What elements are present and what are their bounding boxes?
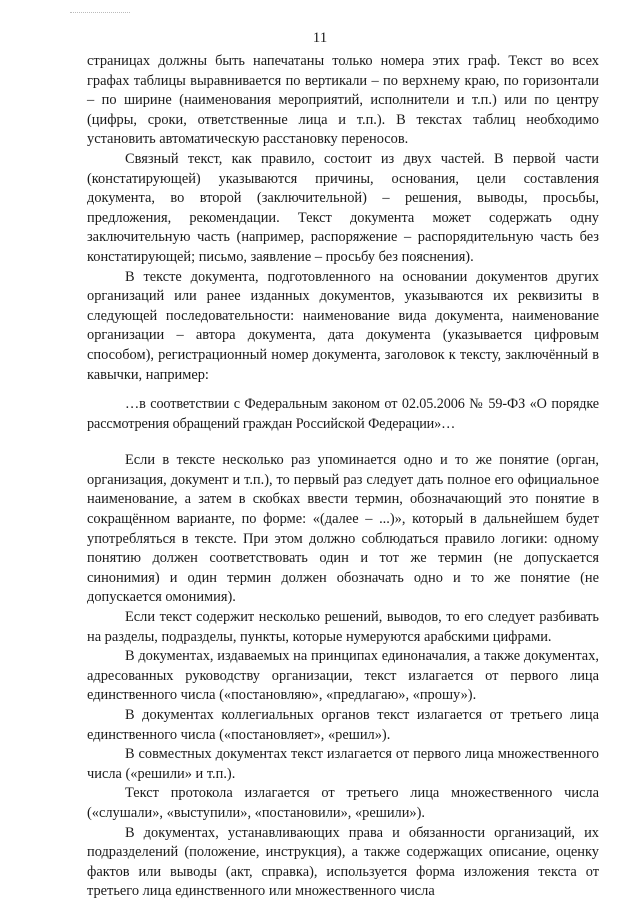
paragraph-repeated-concepts: Если в тексте несколько раз упоминается одно и то же понятие (орган, организация, документ и т.п.), то первый раз следует дать полное его официальное наименование, а затем в скобках ввести термин, обозначающий это понятие в сокращённом варианте, по форме: «(далее – ...)», который в дальнейшем будет употребляться в тексте. При этом должно соблюдаться правило логики: одному понятию должен соответствовать один и тот же термин (не допускается синонимия) и один термин должен обозначать одно и то же понятие (не допускается омонимия). [87, 452, 599, 606]
document-body [87, 52, 599, 902]
paragraph-protocol-text: Текст протокола излагается от третьего лица множественного числа («слушали», «выступили», «постановили», «решили»). [87, 785, 599, 821]
paragraph-sole-authority-documents: В документах, издаваемых на принципах единоначалия, а также документах, адресованных руководству организации, текст излагается от первого лица единственного числа («постановляю», «предлагаю», «прошу»). [87, 648, 599, 704]
paragraph-connected-text-parts: Связный текст, как правило, состоит из двух частей. В первой части (констатирующей) указываются причины, основания, цели составления документа, во второй (заключительной) – решения, выводы, просьбы, предложения, рекомендации. Текст документа может содержать одну заключительную часть (например, распоряжение – распорядительную часть без констатирующей; письмо, заявление – просьбу без пояснения). [87, 150, 599, 265]
paragraph-rights-obligations-documents: В документах, устанавливающих права и обязанности организаций, их подразделений (положение, инструкция), а также содержащих описание, оценку фактов или выводы (акт, справка), используется форма изложения текста от третьего лица единственного или множественного числа [87, 824, 599, 900]
paragraph-collegial-documents: В документах коллегиальных органов текст излагается от третьего лица единственного числа («постановляет», «решил»). [87, 707, 599, 743]
page-number: 11 [312, 30, 328, 46]
paragraph-multiple-decisions: Если текст содержит несколько решений, выводов, то его следует разбивать на разделы, подразделы, пункты, которые нумеруются арабскими цифрами. [87, 609, 599, 645]
paragraph-table-text-alignment: страницах должны быть напечатаны только номера этих граф. Текст во всех графах таблицы выравнивается по вертикали – по верхнему краю, по горизонтали – по ширине (наименования мероприятий, исполнители и т.п.) или по центру (цифры, сроки, ответственные лица и т.п.). В текстах таблиц необходимо установить автоматическую расстановку переносов. [87, 53, 599, 148]
quote-example-federal-law: …в соответствии с Федеральным законом от 02.05.2006 № 59-ФЗ «О порядке рассмотрения обращений граждан Российской Федерации»… [87, 396, 599, 432]
paragraph-joint-documents: В совместных документах текст излагается от первого лица множественного числа («решили» и т.п.). [87, 746, 599, 782]
scan-artifact [70, 12, 130, 15]
paragraph-document-references: В тексте документа, подготовленного на основании документов других организаций или ранее изданных документов, указываются их реквизиты в следующей последовательности: наименование вида документа, наименование организации – автора документа, дата документа (указывается цифровым способом), регистрационный номер документа, заголовок к тексту, заключённый в кавычки, например: [87, 268, 599, 383]
